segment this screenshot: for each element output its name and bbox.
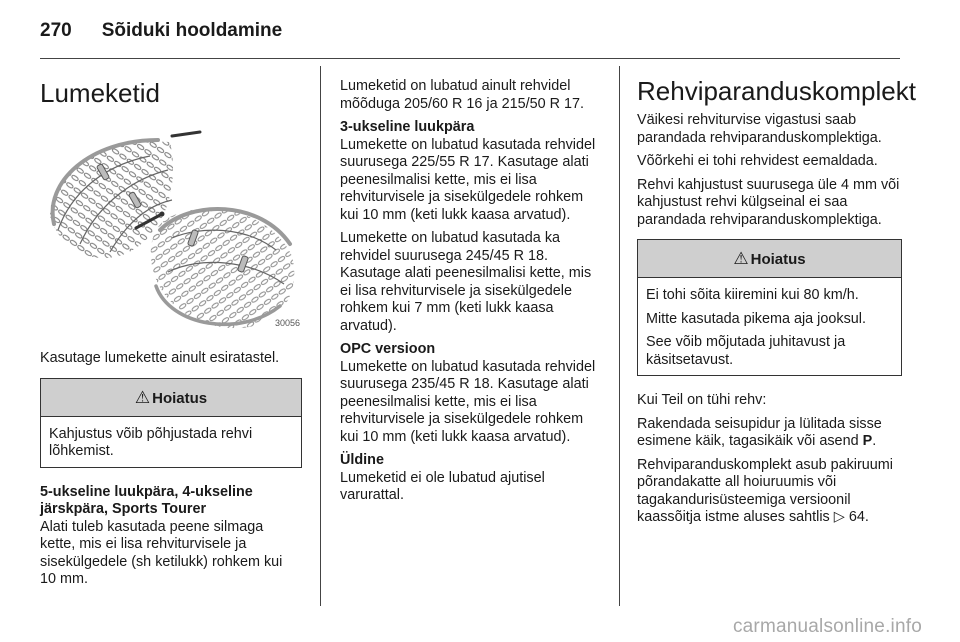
warning-line-2: Mitte kasutada pikema aja jooksul. — [646, 310, 866, 327]
paragraph-3-door-1: Lumekette on lubatud kasutada rehvidel suurusega 225/55 R 17. Kasutage alati peenesilmalisi kette, mis ei lisa rehviturvisele ja sisekülgedele rohkem kui 10 mm (keti lukk kaasa arvatud). — [340, 136, 596, 223]
figure-number: 30056 — [274, 317, 300, 328]
subheading-3-door: 3-ukseline luukpära — [340, 119, 475, 135]
column-1 — [40, 78, 302, 595]
watermark: carmanualsonline.info — [732, 616, 922, 637]
gear-p-label: P — [862, 433, 873, 449]
warning-line-1: Ei tohi sõita kiiremini kui 80 km/h. — [646, 287, 859, 303]
arrow-ref-icon[interactable]: ▷ — [833, 509, 845, 525]
paragraph-3-door-2: Lumekette on lubatud kasutada ka rehvidel suurusega 245/45 R 18. Kasutage alati peenesilmalisi kette, mis ei lisa rehviturvisele ja sisekülgedele rohkem kui 7 mm (keti lukk kaasa arvatud). — [340, 230, 592, 334]
paragraph-repair-2: Võõrkehi ei tohi rehvidest eemaldada. — [637, 153, 878, 169]
warning-title: Hoiatus — [152, 389, 208, 407]
warning-title-repair: Hoiatus — [750, 251, 806, 268]
warning-text: Kahjustus võib põhjustada rehvi lõhkemist. — [49, 425, 253, 459]
chain-2 — [151, 209, 294, 328]
warning-header-repair — [638, 240, 901, 278]
warning-triangle-icon: ⚠ — [733, 249, 749, 268]
warning-header — [41, 379, 301, 417]
paragraph-kit-location — [637, 457, 902, 527]
kit-location-text: Rehviparanduskomplekt asub pakiruumi põrandakatte all hoiuruumis või tagakandurisüsteemiga versioonil kaassõitja istme aluses sahtlis — [637, 456, 893, 525]
column-divider-2 — [619, 66, 620, 606]
paragraph-repair-1: Väikesi rehviturvise vigastusi saab parandada rehviparanduskomplektiga. — [637, 112, 882, 146]
column-2 — [340, 78, 605, 511]
paragraph-parking-brake — [637, 416, 902, 451]
warning-body — [41, 417, 301, 467]
page-reference[interactable]: 64. — [844, 509, 869, 525]
parking-brake-end: . — [872, 433, 877, 449]
warning-triangle-icon: ⚠ — [134, 387, 151, 407]
front-wheels-note: Kasutage lumekette ainult esiratastel. — [40, 350, 280, 366]
warning-box-repair — [637, 239, 902, 376]
section-heading-lumeketid: Lumeketid — [40, 78, 160, 108]
paragraph-flat-tyre: Kui Teil on tühi rehv: — [637, 392, 767, 408]
paragraph-general: Lumeketid ei ole lubatud ajutisel varurattal. — [340, 469, 545, 503]
warning-body-repair — [638, 278, 901, 375]
parking-brake-text: Rakendada seisupidur ja lülitada sisse esimene käik, tagasikäik või asend — [637, 415, 882, 449]
column-divider-1 — [320, 66, 321, 606]
header-divider — [40, 58, 900, 59]
page-title: Sõiduki hooldamine — [101, 20, 283, 41]
page-number: 270 — [40, 20, 72, 41]
column-3 — [637, 76, 916, 533]
snow-chains-figure — [40, 126, 302, 336]
subheading-opc: OPC versioon — [340, 341, 436, 357]
warning-box — [40, 378, 302, 468]
section-heading-repair-kit: Rehviparanduskomplekt — [637, 76, 916, 106]
paragraph-opc: Lumekette on lubatud kasutada rehvidel suurusega 235/45 R 18. Kasutage alati peenesilmalisi kette, mis ei lisa rehviturvisele ja sisekülgedele rohkem kui 10 mm (keti lukk kaasa arvatud). — [340, 358, 596, 445]
warning-line-3: See võib mõjutada juhitavust ja käsitsetavust. — [646, 334, 846, 368]
subheading-general: Üldine — [340, 452, 384, 468]
snow-chains-illustration — [40, 126, 302, 336]
paragraph-repair-3: Rehvi kahjustust suurusega üle 4 mm või kahjustust rehvi külgseinal ei saa parandada rehviparanduskomplektiga. — [637, 176, 900, 228]
page-header — [40, 20, 282, 50]
paragraph-5-door: Alati tuleb kasutada peene silmaga kette, mis ei lisa rehviturvisele ja sisekülgedele (sh ketilukk) rohkem kui 10 mm. — [40, 518, 283, 587]
subheading-5-door: 5-ukseline luukpära, 4-ukseline järskpära, Sports Tourer — [40, 483, 253, 517]
allowed-sizes-paragraph: Lumeketid on lubatud ainult rehvidel mõõduga 205/60 R 16 ja 215/50 R 17. — [340, 78, 585, 112]
